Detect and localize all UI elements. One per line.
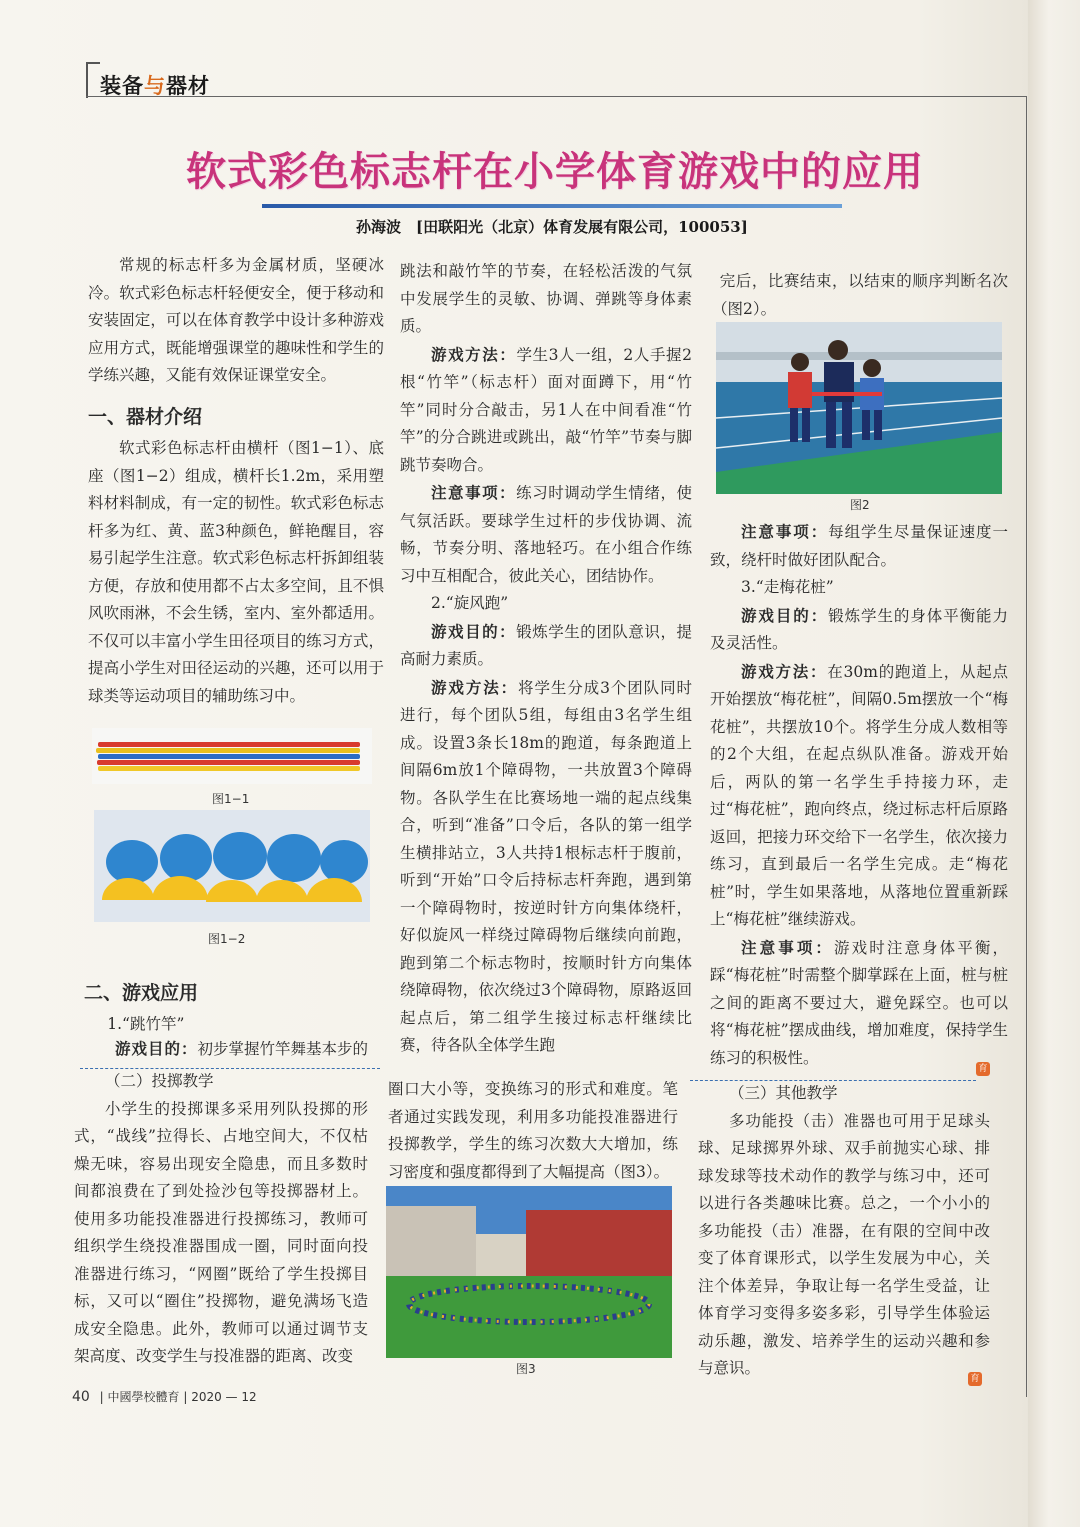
game3-note-text: 游戏时注意身体平衡，踩“梅花桩”时需整个脚掌踩在上面，桩与桩之间的距离不要过大，避免踩空。也可以将“梅花桩”摆成曲线，增加难度，保持学生练习的积极性。 — [710, 938, 1008, 1067]
end-mark-icon: 育 — [976, 1062, 990, 1076]
throwing-paragraph: 小学生的投掷课多采用列队投掷的形式，“战线”拉得长、占地空间大，不仅枯燥无味，容易出现安全隐患，而且多数时间都浪费在了到处捡沙包等投掷器材上。使用多功能投准器进行投掷练习，教师可组织学生绕投准器围成一圈，同时面向投准器进行练习，“网圈”既给了学生投掷目标，又可以“圈住”投掷物，避免满场飞造成安全隐患。此外，教师可以通过调节支架高度、改变学生与投准器的距离、改变 — [74, 1099, 368, 1365]
column-1 — [88, 252, 384, 710]
game1-method-text: 学生3人一组，2人手握2根“竹竿”（标志杆）面对面蹲下，用“竹竿”同时分合敲击，另1人在中间看准“竹竿”的分合跳进或跳出，敲“竹竿”节奏与脚跳节奏吻合。 — [400, 345, 692, 474]
game2-goal — [400, 618, 692, 674]
end-mark-icon: 育 — [968, 1372, 982, 1386]
pole-yellow — [98, 766, 360, 771]
heading-game: 二、游戏应用 — [84, 982, 199, 1004]
pole-red — [97, 760, 360, 765]
title-underline — [262, 204, 842, 208]
game1-note — [400, 479, 692, 590]
intro-paragraph: 常规的标志杆多为金属材质，坚硬冰冷。软式彩色标志杆轻便安全，便于移动和安装固定，可以在体育教学中设计多种游戏应用方式，既能增强课堂的趣味性和学生的学练兴趣，又能有效保证课堂安全。 — [88, 256, 384, 384]
keyword: 游戏目的： — [115, 1038, 198, 1058]
caption-fig1-2: 图1−2 — [208, 932, 246, 946]
figure-1-1-poles — [92, 728, 372, 784]
game1-note-text: 练习时调动学生情绪，使气氛活跃。要球学生过杆的步伐协调、流畅，节奏分明、落地轻巧。在小组合作练习中互相配合，彼此关心，团结协作。 — [400, 484, 692, 585]
figure-1-2-bases — [94, 810, 370, 922]
page-footer — [72, 1388, 257, 1405]
issue-number: 2020 — 12 — [191, 1390, 257, 1404]
game2-note-text: 每组学生尽量保证速度一致，绕杆时做好团队配合。 — [710, 523, 1008, 569]
section-tag-part: 装备 — [100, 74, 144, 98]
caption-fig1-1: 图1−1 — [212, 792, 250, 806]
pole-red — [98, 742, 360, 747]
game2-goal-text: 锻炼学生的团队意识，提高耐力素质。 — [400, 622, 692, 668]
pole-blue — [98, 754, 360, 759]
throwing-continued: 圈口大小等，变换练习的形式和难度。笔者通过实践发现，利用多功能投准器进行投掷教学，学生的练习次数大大增加，练习密度和强度都得到了大幅提高（图3）。 — [388, 1080, 678, 1181]
game1-goal — [84, 1036, 380, 1062]
equipment-paragraph: 软式彩色标志杆由横杆（图1−1）、底座（图1−2）组成，横杆长1.2m，采用塑料材料制成，有一定的韧性。软式彩色标志杆多为红、黄、蓝3种颜色，鲜艳醒目，容易引起学生注意。软式彩色标志杆拆卸组装方便，存放和使用都不占太多空间，且不惧风吹雨淋，不会生锈，室内、室外都适用。不仅可以丰富小学生田径项目的练习方式，提高小学生对田径运动的兴趣，还可以用于球类等运动项目的辅助练习中。 — [88, 439, 384, 705]
building-middle — [476, 1234, 526, 1276]
heading-throwing: （二）投掷教学 — [105, 1072, 214, 1090]
section-tag-part: 器材 — [166, 74, 210, 98]
game1-continued: 跳法和敲竹竿的节奏，在轻松活泼的气氛中发展学生的灵敏、协调、弹跳等身体素质。 — [400, 262, 692, 335]
column-3-lower — [710, 518, 1008, 1072]
game1-method — [400, 341, 692, 480]
section-tag-bracket — [86, 62, 100, 98]
building-left — [386, 1206, 476, 1276]
section-tag-highlight: 与 — [144, 74, 166, 98]
column-1-lower — [84, 980, 380, 1062]
column-3 — [712, 268, 1008, 323]
game2-end: 完后，比赛结束，以结束的顺序判断名次（图2）。 — [712, 272, 1008, 318]
game3-title: 3.“走梅花桩” — [741, 578, 834, 596]
keyword: 注意事项： — [431, 483, 517, 502]
game1-goal-text: 初步掌握竹竿舞基本步的 — [197, 1039, 369, 1058]
figure-2-photo — [716, 322, 1002, 494]
keyword: 游戏目的： — [741, 605, 829, 625]
keyword: 注意事项： — [741, 937, 835, 957]
caption-fig2: 图2 — [850, 498, 870, 512]
game2-method-text: 将学生分成3个团队同时进行，每个团队5组，每组由3名学生组成。设置3条长18m的跑道，每条跑道上间隔6m放1个障碍物，一共放置3个障碍物。各队学生在比赛场地一端的起点线集合，听到“准备”口令后，各队的第一组学生横排站立，3人共持1根标志杆于腹前，听到“开始”口令后持标志杆奔跑，遇到第一个障碍物时，按逆时针方向集体绕杆，好似旋风一样绕过障碍物后继续向前跑，跑到第二个标志物时，按顺时针方向集体绕障碍物，依次绕过3个障碍物，原路返回起点后，第二组学生接过标志杆继续比赛，待各队全体学生跑 — [400, 678, 692, 1054]
game1-title: 1.“跳竹竿” — [107, 1014, 185, 1033]
game3-note — [710, 934, 1008, 1073]
other-paragraph: 多功能投（击）准器也可用于足球头球、足球掷界外球、双手前抛实心球、排球发球等技术动作的教学与练习中，还可以进行各类趣味比赛。总之，一个小小的多功能投（击）准器，在有限的空间中改变了体育课形式，以学生发展为中心，关注个体差异，争取让每一名学生受益，让体育学习变得多姿多彩，引导学生体验运动乐趣，激发、培养学生的运动兴趣和参与意识。 — [698, 1111, 990, 1377]
column-2 — [400, 258, 692, 1060]
figure-3-photo — [386, 1186, 672, 1358]
game2-title: 2.“旋风跑” — [431, 594, 509, 612]
keyword: 游戏方法： — [431, 344, 517, 364]
lower-column-1 — [74, 1068, 368, 1371]
game2-note — [710, 518, 1008, 574]
lower-column-2 — [388, 1076, 678, 1186]
game3-method-text: 在30m的跑道上，从起点开始摆放“梅花桩”，间隔0.5m摆放一个“梅花桩”，共摆放10个。将学生分成人数相等的2个大组，在起点纵队准备。游戏开始后，两队的第一名学生手持接力环，走过“梅花桩”，跑向终点，绕过标志杆后原路返回，把接力环交给下一名学生，依次接力练习，直到最后一名学生完成。走“梅花桩”时，学生如果落地，从落地位置重新踩上“梅花桩”继续游戏。 — [710, 662, 1008, 928]
game3-method — [710, 658, 1008, 934]
keyword: 游戏方法： — [741, 661, 828, 681]
lower-column-3 — [698, 1080, 990, 1383]
heading-equipment: 一、器材介绍 — [88, 405, 203, 428]
page-number: 40 — [72, 1389, 90, 1405]
article-title: 软式彩色标志杆在小学体育游戏中的应用 — [186, 149, 924, 195]
photo-rail — [716, 352, 1002, 360]
keyword: 注意事项： — [741, 522, 829, 541]
page-edge — [1028, 0, 1080, 1527]
game2-method — [400, 674, 692, 1060]
game3-goal-text: 锻炼学生的身体平衡能力及灵活性。 — [710, 606, 1008, 652]
caption-fig3: 图3 — [516, 1362, 536, 1376]
keyword: 游戏目的： — [431, 621, 517, 641]
pole-yellow — [96, 748, 360, 753]
building-right — [526, 1210, 672, 1276]
heading-other: （三）其他教学 — [729, 1084, 838, 1102]
journal-name: | 中國學校體育 | — [99, 1390, 188, 1404]
game3-goal — [710, 602, 1008, 658]
keyword: 游戏方法： — [431, 677, 519, 697]
author-line: 孙海波 [田联阳光（北京）体育发展有限公司，100053] — [356, 218, 748, 236]
